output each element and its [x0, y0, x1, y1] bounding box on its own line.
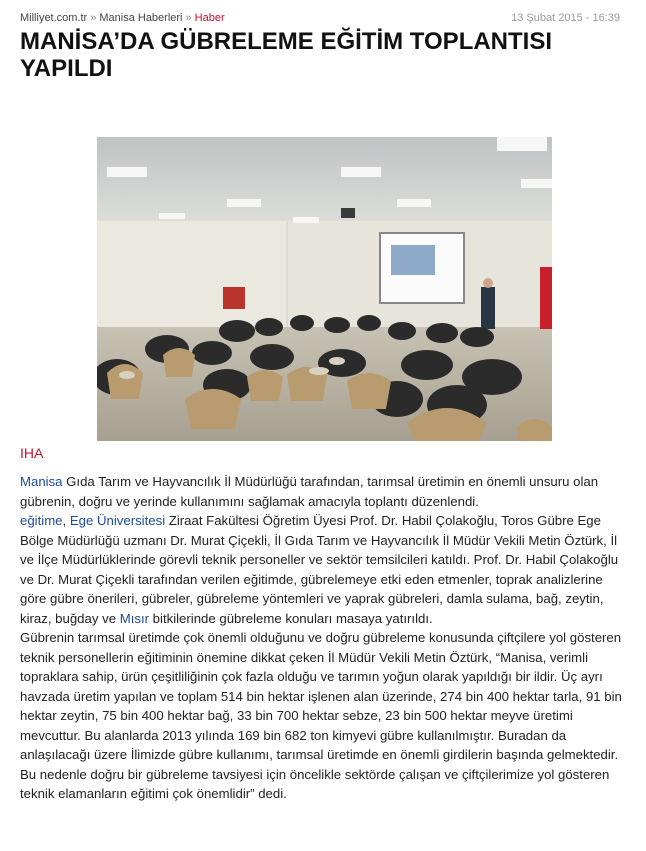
tag-link-ege-universitesi[interactable]: Ege Üniversitesi: [69, 513, 166, 528]
article-paragraph: [20, 511, 625, 628]
publish-date: 13 Şubat 2015 - 16:39: [511, 12, 620, 24]
breadcrumb-category-link[interactable]: Manisa Haberleri: [99, 12, 183, 24]
paragraph-text: Gıda Tarım ve Hayvancılık İl Müdürlüğü tarafından, tarımsal üretimin en önemli unsuru olan gübrenin, doğru ve yerinde kullanımını sağlamak amacıyla toplantı düzenlendi.: [20, 474, 599, 509]
article-title: [20, 28, 630, 82]
breadcrumb-home-link[interactable]: Milliyet.com.tr: [20, 12, 88, 24]
paragraph-text: bitkilerinde gübreleme konuları masaya yatırıldı.: [149, 610, 433, 626]
breadcrumb-separator: »: [90, 12, 97, 24]
article-body: [20, 472, 625, 804]
article-title-line: MANİSA’DA GÜBRELEME EĞİTİM TOPLANTISI: [20, 28, 553, 55]
article-title-line: YAPILDI: [20, 55, 113, 82]
tag-separator: ,: [62, 513, 70, 528]
news-source: IHA: [20, 445, 44, 461]
breadcrumb-current: Haber: [194, 12, 225, 24]
breadcrumb-separator: »: [185, 12, 192, 24]
paragraph-text: Ziraat Fakültesi Öğretim Üyesi Prof. Dr. Habil Çolakoğlu, Toros Gübre Ege Bölge Müdürlüğü uzmanı Dr. Murat Çiçekli, İl Gıda Tarım ve Hayvancılık İl Müdür Vekili Metin Öztürk, İl ve İlçe Müdürlüklerinde görevli teknik personeller ve sektör temsilcileri katıldı. Prof. Dr. Habil Çolakoğlu ve Dr. Murat Çiçekli tarafından verilen eğitimde, gübrelemeye etki eden etmenler, toprak analizlerine göre gübre önerileri, gübreler, gübreleme yöntemleri ve yaprak gübreleri, damla sulama, bağ, zeytin, kiraz, buğday ve: [20, 513, 619, 626]
article-paragraph: [20, 472, 625, 511]
meeting-room-illustration: [97, 137, 552, 441]
top-bar: [20, 11, 620, 25]
tag-link-manisa[interactable]: Manisa: [20, 474, 63, 489]
breadcrumb: [20, 11, 225, 25]
tag-link-egitime[interactable]: eğitime: [20, 513, 63, 528]
article-photo: [97, 137, 552, 441]
tag-link-misir[interactable]: Mısır: [119, 610, 150, 626]
article-paragraph: Gübrenin tarımsal üretimde çok önemli olduğunu ve doğru gübreleme konusunda çiftçilere yol gösteren teknik personellerin eğitiminin önemine dikkat çeken İl Müdür Vekili Metin Öztürk, “Manisa, verimli topraklara sahip, ürün çeşitliliğinin çok fazla olduğu ve tarımın yoğun olarak yapıldığı bir ildir. Üç ayrı havzada üretim yapılan ve toplam 514 bin hektar işlenen alan üzerinde, 274 bin 400 hektar tarla, 91 bin hektar zeytin, 75 bin 400 hektar bağ, 33 bin 700 hektar sebze, 23 bin 500 hektar meyve üretimi mevcuttur. Bu alanlarda 2013 yılında 169 bin 682 ton kimyevi gübre kullanılmıştır. Buradan da anlaşılacağı üzere İlimizde gübre kullanımı, tarımsal üretimde en önemli girdilerin başında gelmektedir. Bu nedenle doğru bir gübreleme tavsiyesi için öncelikle sektörde çalışan ve çiftçilerimize yol gösteren teknik elamanların eğitimi çok önemlidir” dedi.: [20, 630, 622, 801]
